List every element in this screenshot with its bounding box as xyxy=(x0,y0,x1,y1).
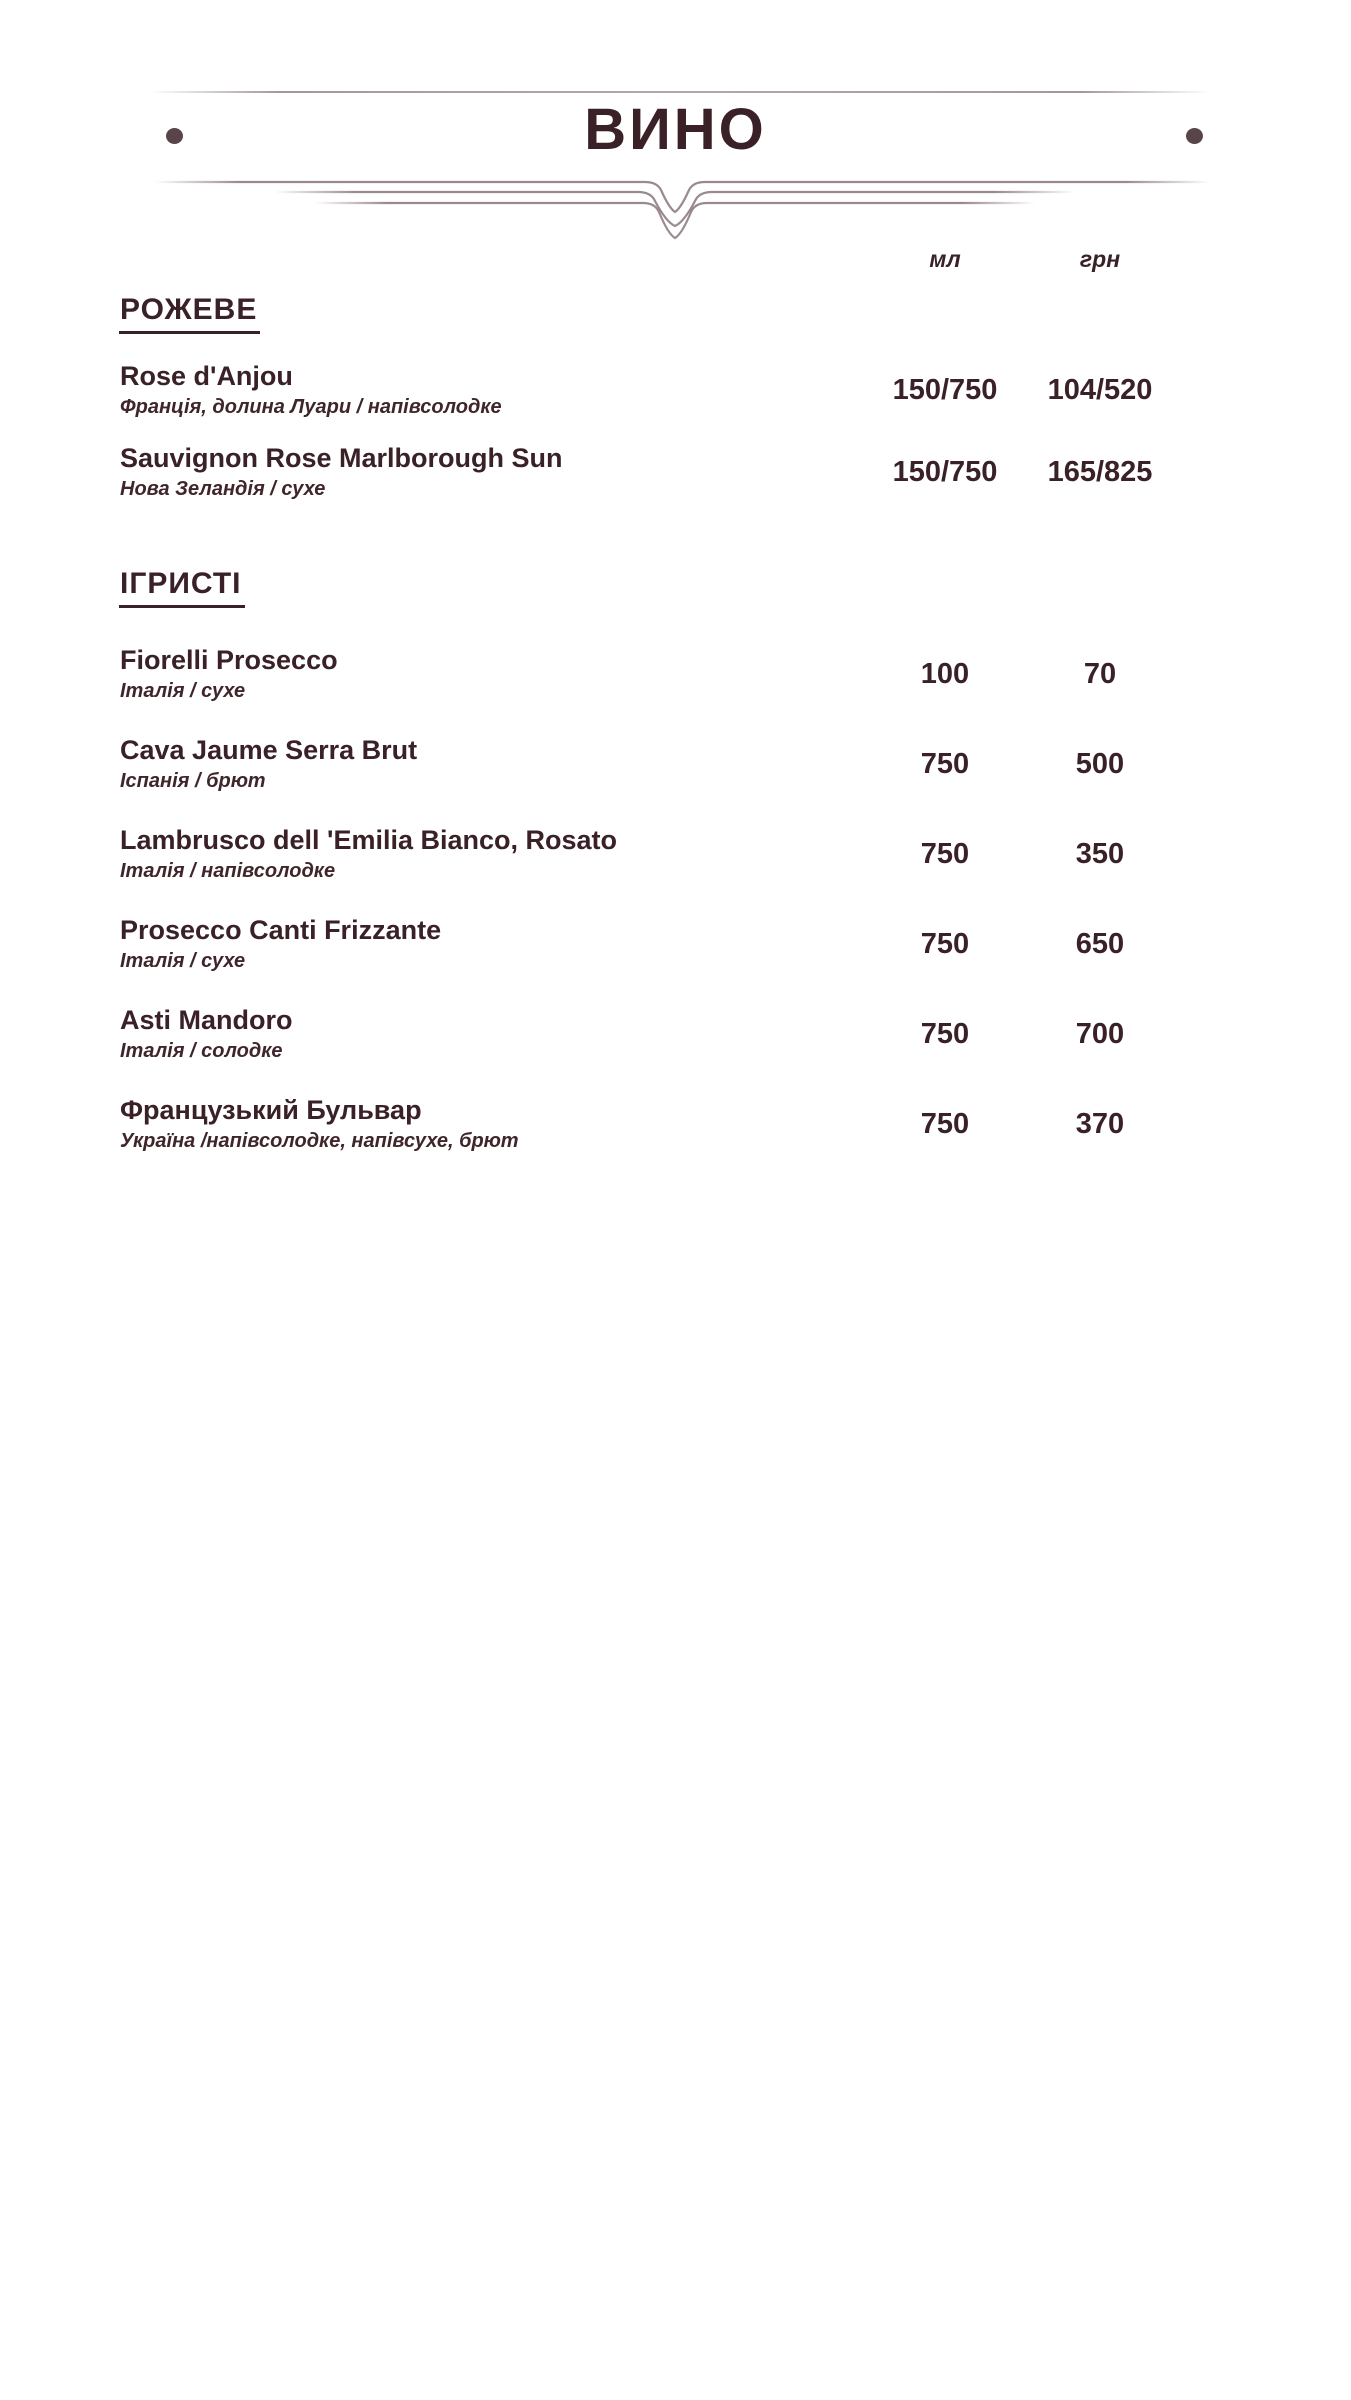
item-name: Fiorelli Prosecco xyxy=(120,645,338,675)
section-heading-rose: РОЖЕВЕ xyxy=(120,292,1170,334)
item-info xyxy=(120,1094,860,1154)
item-name: Французький Бульвар xyxy=(120,1095,422,1125)
item-desc: Італія / солодке xyxy=(120,1040,283,1062)
item-price: 700 xyxy=(1075,1017,1125,1050)
item-info xyxy=(120,734,860,794)
item-name: Prosecco Canti Frizzante xyxy=(120,915,442,945)
item-name: Cava Jaume Serra Brut xyxy=(120,735,418,765)
menu-content xyxy=(120,292,1170,1184)
item-info xyxy=(120,914,860,974)
item-info xyxy=(120,442,860,502)
item-info xyxy=(120,644,860,704)
item-name: Lambrusco dell 'Emilia Bianco, Rosato xyxy=(120,825,618,855)
item-price: 165/825 xyxy=(1047,455,1153,488)
menu-item xyxy=(120,734,1170,794)
item-volume: 150/750 xyxy=(892,373,998,406)
item-desc: Іспанія / брют xyxy=(120,770,266,792)
item-desc: Нова Зеландія / сухе xyxy=(120,478,326,500)
item-info xyxy=(120,1004,860,1064)
menu-item xyxy=(120,1004,1170,1064)
page-title: ВИНО xyxy=(584,97,767,162)
item-desc: Італія / напівсолодке xyxy=(120,860,336,882)
item-desc: Франція, долина Луари / напівсолодке xyxy=(120,396,502,418)
divider-ornament xyxy=(0,176,1351,251)
item-volume: 150/750 xyxy=(892,455,998,488)
menu-item xyxy=(120,1094,1170,1154)
section-sparkling xyxy=(120,566,1170,1154)
item-price: 650 xyxy=(1075,927,1125,960)
menu-item xyxy=(120,442,1170,502)
item-volume: 750 xyxy=(920,837,970,870)
item-desc: Італія / сухе xyxy=(120,950,246,972)
menu-item xyxy=(120,644,1170,704)
item-volume: 750 xyxy=(920,1017,970,1050)
menu-item xyxy=(120,824,1170,884)
decorative-dot-right xyxy=(1186,128,1203,144)
item-price: 104/520 xyxy=(1047,373,1153,406)
menu-item xyxy=(120,914,1170,974)
item-volume: 750 xyxy=(920,1107,970,1140)
decorative-dot-left xyxy=(166,128,183,144)
item-name: Rose d'Anjou xyxy=(120,361,293,391)
item-price: 500 xyxy=(1075,747,1125,780)
item-info xyxy=(120,360,860,420)
item-desc: Італія / сухе xyxy=(120,680,246,702)
column-header-ml: мл xyxy=(929,246,961,272)
column-header-grn: грн xyxy=(1079,246,1121,272)
section-heading-sparkling: ІГРИСТІ xyxy=(120,566,1170,608)
item-desc: Україна /напівсолодке, напівсухе, брют xyxy=(120,1130,519,1152)
item-volume: 750 xyxy=(920,927,970,960)
item-name: Asti Mandoro xyxy=(120,1005,293,1035)
section-rose xyxy=(120,292,1170,502)
item-name: Sauvignon Rose Marlborough Sun xyxy=(120,443,563,473)
menu-item xyxy=(120,360,1170,420)
item-price: 370 xyxy=(1075,1107,1125,1140)
item-volume: 750 xyxy=(920,747,970,780)
item-info xyxy=(120,824,860,884)
item-volume: 100 xyxy=(920,657,970,690)
item-price: 70 xyxy=(1083,657,1117,690)
item-price: 350 xyxy=(1075,837,1125,870)
